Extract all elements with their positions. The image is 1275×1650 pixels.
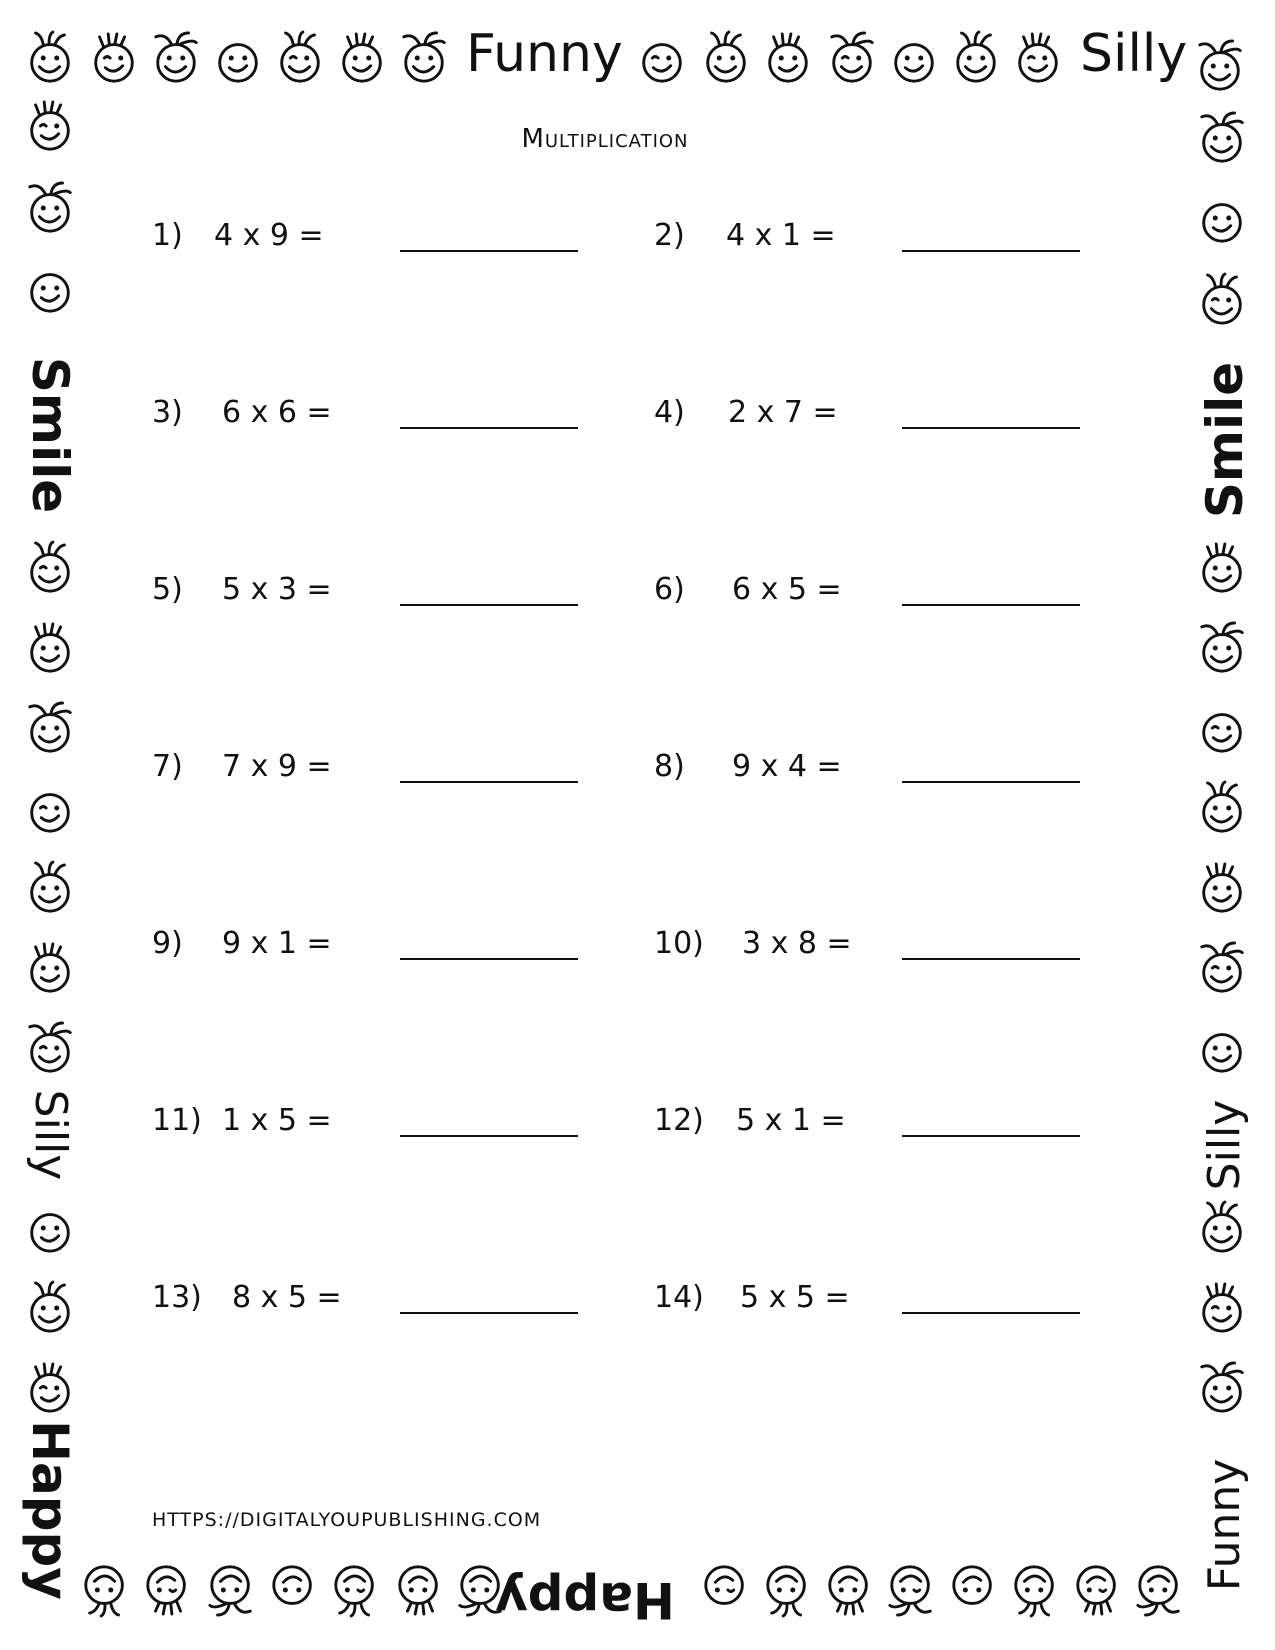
problem-number: 3)	[152, 395, 183, 430]
smiley-face-icon	[24, 30, 76, 88]
smiley-face-icon	[700, 30, 752, 88]
border-word-right-funny: Funny	[1199, 1458, 1250, 1592]
smiley-face-icon	[24, 260, 76, 318]
answer-line[interactable]	[400, 958, 578, 960]
smiley-face-icon	[24, 860, 76, 918]
smiley-face-icon	[1196, 860, 1248, 918]
smiley-face-icon	[150, 30, 202, 88]
answer-line[interactable]	[400, 781, 578, 783]
answer-line[interactable]	[902, 604, 1080, 606]
smiley-face-icon	[1196, 1360, 1248, 1418]
smiley-face-icon	[1196, 700, 1248, 758]
problem-item	[152, 1280, 580, 1320]
smiley-face-icon	[142, 1560, 194, 1618]
smiley-face-icon	[24, 540, 76, 598]
smiley-face-icon	[1012, 30, 1064, 88]
smiley-face-icon	[212, 30, 264, 88]
problem-expression: 4 x 1 =	[726, 218, 836, 253]
problem-number: 10)	[654, 926, 704, 961]
border-word-left-happy: Happy	[21, 1420, 79, 1600]
problem-item	[654, 749, 1082, 789]
footer-url[interactable]: HTTPS://DIGITALYOUPUBLISHING.COM	[152, 1509, 542, 1531]
answer-line[interactable]	[400, 1135, 578, 1137]
problem-item	[654, 1280, 1082, 1320]
smiley-face-icon	[24, 780, 76, 838]
problem-item	[152, 926, 580, 966]
smiley-face-icon	[1196, 1200, 1248, 1258]
answer-line[interactable]	[902, 1135, 1080, 1137]
problem-item	[152, 572, 580, 612]
smiley-face-icon	[24, 940, 76, 998]
problem-item	[152, 1103, 580, 1143]
problem-number: 13)	[152, 1280, 202, 1315]
problem-expression: 6 x 6 =	[222, 395, 332, 430]
smiley-face-icon	[1196, 540, 1248, 598]
problem-number: 14)	[654, 1280, 704, 1315]
answer-line[interactable]	[902, 1312, 1080, 1314]
problem-number: 2)	[654, 218, 685, 253]
smiley-face-icon	[24, 1200, 76, 1258]
problem-expression: 5 x 3 =	[222, 572, 332, 607]
smiley-face-icon	[948, 1560, 1000, 1618]
problem-expression: 6 x 5 =	[732, 572, 842, 607]
smiley-face-icon	[24, 620, 76, 678]
problem-number: 11)	[152, 1103, 202, 1138]
smiley-face-icon	[1196, 940, 1248, 998]
smiley-face-icon	[886, 1560, 938, 1618]
problem-number: 12)	[654, 1103, 704, 1138]
border-word-right-smile: Smile	[1196, 361, 1254, 519]
smiley-face-icon	[398, 30, 450, 88]
problem-number: 7)	[152, 749, 183, 784]
problem-item	[152, 749, 580, 789]
problem-item	[654, 572, 1082, 612]
problem-expression: 2 x 7 =	[728, 395, 838, 430]
answer-line[interactable]	[902, 250, 1080, 252]
problem-item	[654, 218, 1082, 258]
smiley-face-icon	[1196, 1280, 1248, 1338]
problem-number: 1)	[152, 218, 183, 253]
smiley-face-icon	[1196, 272, 1248, 330]
smiley-face-icon	[950, 30, 1002, 88]
problem-item	[654, 1103, 1082, 1143]
problem-item	[654, 395, 1082, 435]
smiley-face-icon	[1134, 1560, 1186, 1618]
worksheet-title: Multiplication	[521, 124, 689, 154]
smiley-face-icon	[24, 180, 76, 238]
border-word-left-smile: Smile	[21, 356, 79, 514]
smiley-face-icon	[330, 1560, 382, 1618]
problem-expression: 7 x 9 =	[222, 749, 332, 784]
smiley-face-icon	[24, 700, 76, 758]
problem-item	[654, 926, 1082, 966]
problem-number: 9)	[152, 926, 183, 961]
border-word-bottom-happy: Happy	[495, 1571, 675, 1629]
problem-expression: 3 x 8 =	[742, 926, 852, 961]
answer-line[interactable]	[400, 427, 578, 429]
smiley-face-icon	[1072, 1560, 1124, 1618]
problem-expression: 1 x 5 =	[222, 1103, 332, 1138]
border-word-left-silly: Silly	[25, 1089, 76, 1181]
problem-item	[152, 395, 580, 435]
smiley-face-icon	[1196, 780, 1248, 838]
smiley-face-icon	[1196, 190, 1248, 248]
smiley-face-icon	[1196, 1020, 1248, 1078]
smiley-face-icon	[636, 30, 688, 88]
answer-line[interactable]	[902, 427, 1080, 429]
smiley-face-icon	[24, 1020, 76, 1078]
smiley-face-icon	[1194, 38, 1246, 96]
answer-line[interactable]	[902, 958, 1080, 960]
answer-line[interactable]	[400, 604, 578, 606]
smiley-face-icon	[1196, 110, 1248, 168]
smiley-face-icon	[826, 30, 878, 88]
smiley-face-icon	[1010, 1560, 1062, 1618]
smiley-face-icon	[80, 1560, 132, 1618]
smiley-face-icon	[762, 30, 814, 88]
smiley-face-icon	[1196, 620, 1248, 678]
smiley-face-icon	[888, 30, 940, 88]
problem-expression: 5 x 5 =	[740, 1280, 850, 1315]
problem-number: 8)	[654, 749, 685, 784]
smiley-face-icon	[24, 1360, 76, 1418]
problem-expression: 4 x 9 =	[214, 218, 324, 253]
smiley-face-icon	[24, 98, 76, 156]
problem-number: 6)	[654, 572, 685, 607]
problem-item	[152, 218, 580, 258]
smiley-face-icon	[824, 1560, 876, 1618]
smiley-face-icon	[274, 30, 326, 88]
problem-expression: 9 x 4 =	[732, 749, 842, 784]
smiley-face-icon	[268, 1560, 320, 1618]
problem-expression: 8 x 5 =	[232, 1280, 342, 1315]
border-word-top-funny: Funny	[466, 24, 623, 84]
border-word-top-silly: Silly	[1080, 24, 1188, 84]
smiley-face-icon	[394, 1560, 446, 1618]
problem-number: 4)	[654, 395, 685, 430]
smiley-face-icon	[336, 30, 388, 88]
problem-expression: 5 x 1 =	[736, 1103, 846, 1138]
answer-line[interactable]	[400, 1312, 578, 1314]
answer-line[interactable]	[902, 781, 1080, 783]
border-word-right-silly: Silly	[1199, 1099, 1250, 1191]
smiley-face-icon	[762, 1560, 814, 1618]
smiley-face-icon	[206, 1560, 258, 1618]
smiley-face-icon	[88, 30, 140, 88]
problem-number: 5)	[152, 572, 183, 607]
problem-expression: 9 x 1 =	[222, 926, 332, 961]
answer-line[interactable]	[400, 250, 578, 252]
smiley-face-icon	[700, 1560, 752, 1618]
smiley-face-icon	[24, 1280, 76, 1338]
